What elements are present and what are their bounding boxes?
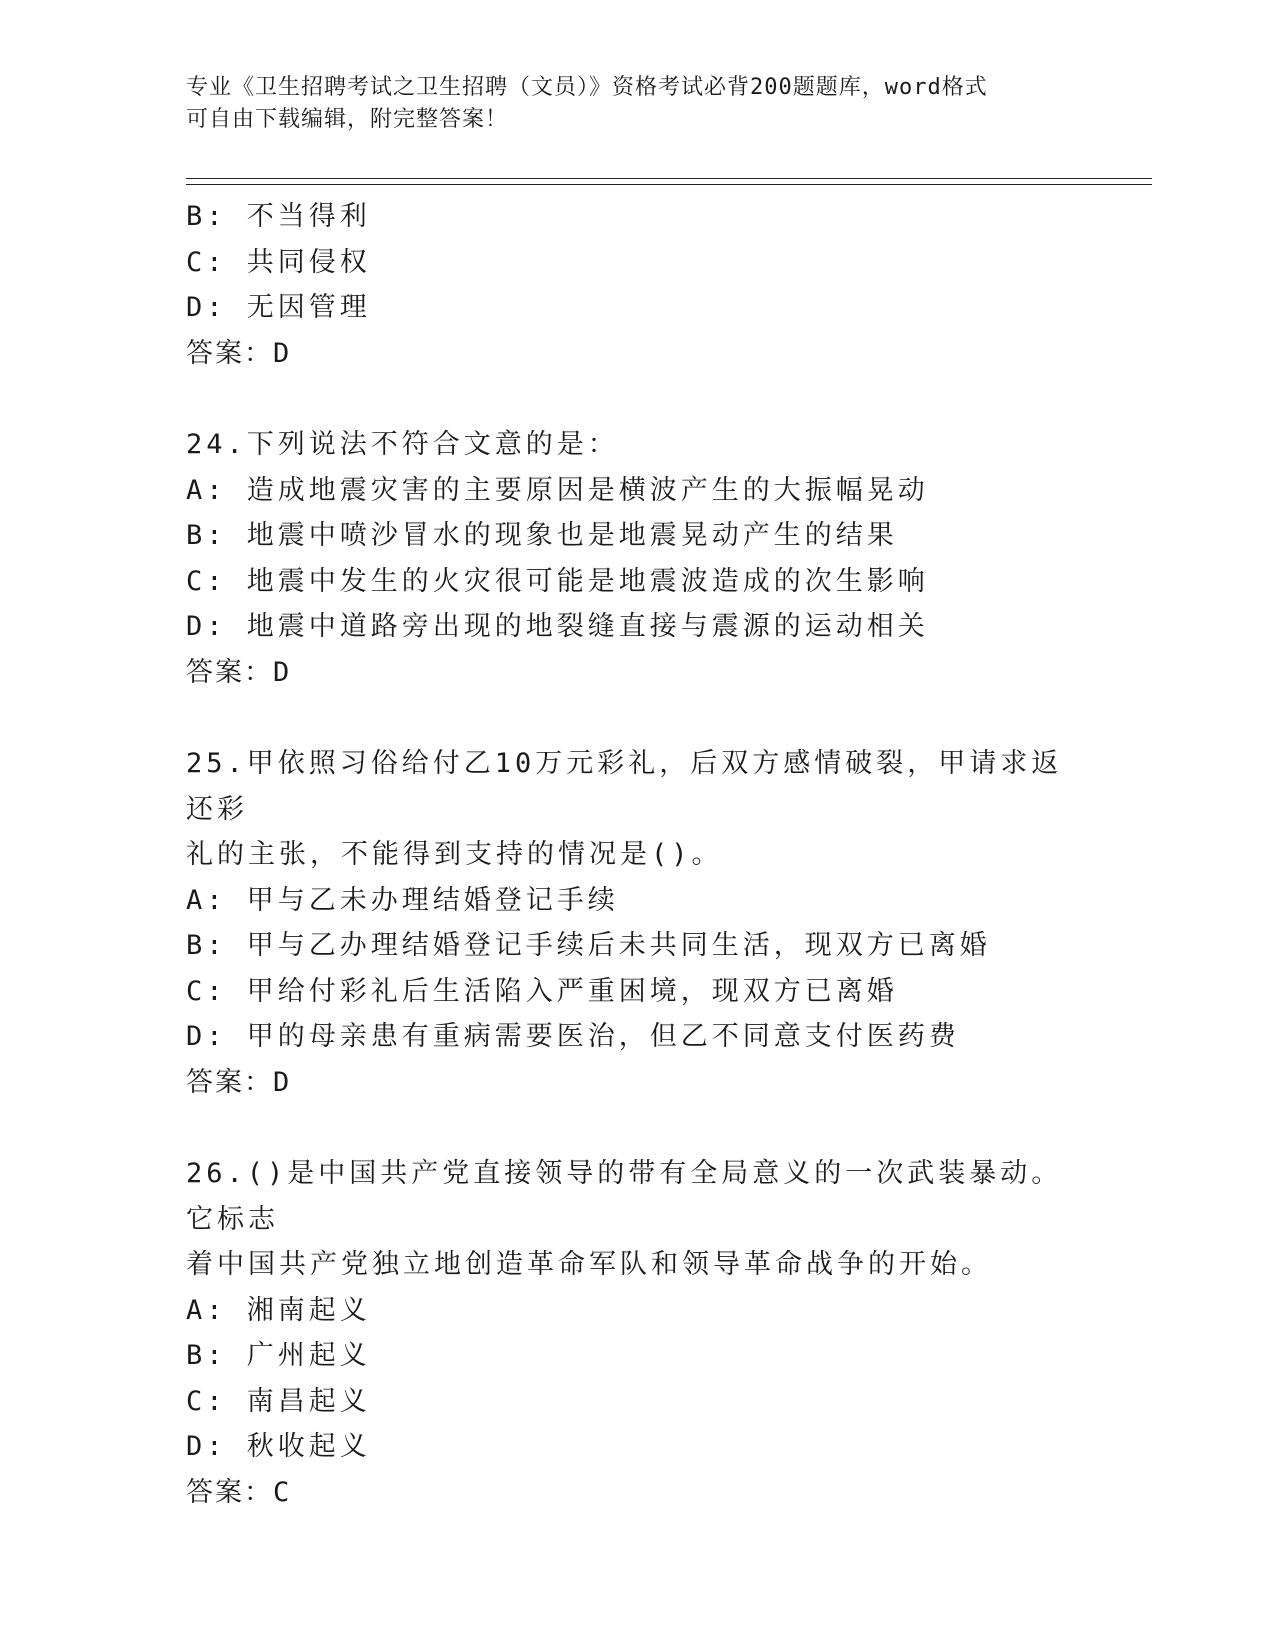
answer: 答案：D [186,1066,292,1098]
option-d: D: 无因管理 [186,292,371,323]
question-26 [186,1151,1086,1515]
question-23-tail [186,194,1086,376]
spacer [186,1105,1086,1151]
option-a: A: 造成地震灾害的主要原因是横波产生的大振幅晃动 [186,474,929,506]
option-c: C: 地震中发生的火灾很可能是地震波造成的次生影响 [186,565,929,597]
option-b: B: 广州起义 [186,1340,371,1371]
question-stem-line-2: 礼的主张，不能得到支持的情况是()。 [186,839,723,870]
answer: 答案：D [186,656,292,688]
option-b: B: 不当得利 [186,201,371,232]
option-a: A: 湘南起义 [186,1294,371,1326]
option-d: D: 甲的母亲患有重病需要医治，但乙不同意支付医药费 [186,1021,960,1052]
question-stem: 24.下列说法不符合文意的是： [186,429,619,460]
header-divider-top [186,178,1152,179]
option-d: D: 秋收起义 [186,1431,371,1462]
option-c: C: 南昌起义 [186,1385,371,1417]
header-line-2: 可自由下载编辑，附完整答案！ [186,107,509,132]
option-b: B: 甲与乙办理结婚登记手续后未共同生活，现双方已离婚 [186,930,991,961]
header-divider-bottom [186,184,1152,185]
answer: 答案：C [186,1476,292,1508]
option-a: A: 甲与乙未办理结婚登记手续 [186,884,619,916]
question-24 [186,422,1086,695]
option-b: B: 地震中喷沙冒水的现象也是地震晃动产生的结果 [186,520,898,551]
question-stem-line-2: 着中国共产党独立地创造革命军队和领导革命战争的开始。 [186,1249,992,1280]
option-c: C: 共同侵权 [186,246,371,278]
option-d: D: 地震中道路旁出现的地裂缝直接与震源的运动相关 [186,611,929,642]
document-header [186,72,1066,136]
question-list [186,194,1086,1515]
question-25 [186,741,1086,1105]
option-c: C: 甲给付彩礼后生活陷入严重困境，现双方已离婚 [186,975,898,1007]
question-stem-line-1: 25.甲依照习俗给付乙10万元彩礼，后双方感情破裂，甲请求返还彩 [186,748,1063,825]
spacer [186,376,1086,422]
question-stem-line-1: 26.()是中国共产党直接领导的带有全局意义的一次武装暴动。它标志 [186,1158,1063,1235]
answer: 答案：D [186,337,292,369]
spacer [186,695,1086,741]
header-line-1: 专业《卫生招聘考试之卫生招聘（文员）》资格考试必背200题题库，word格式 [186,75,988,100]
